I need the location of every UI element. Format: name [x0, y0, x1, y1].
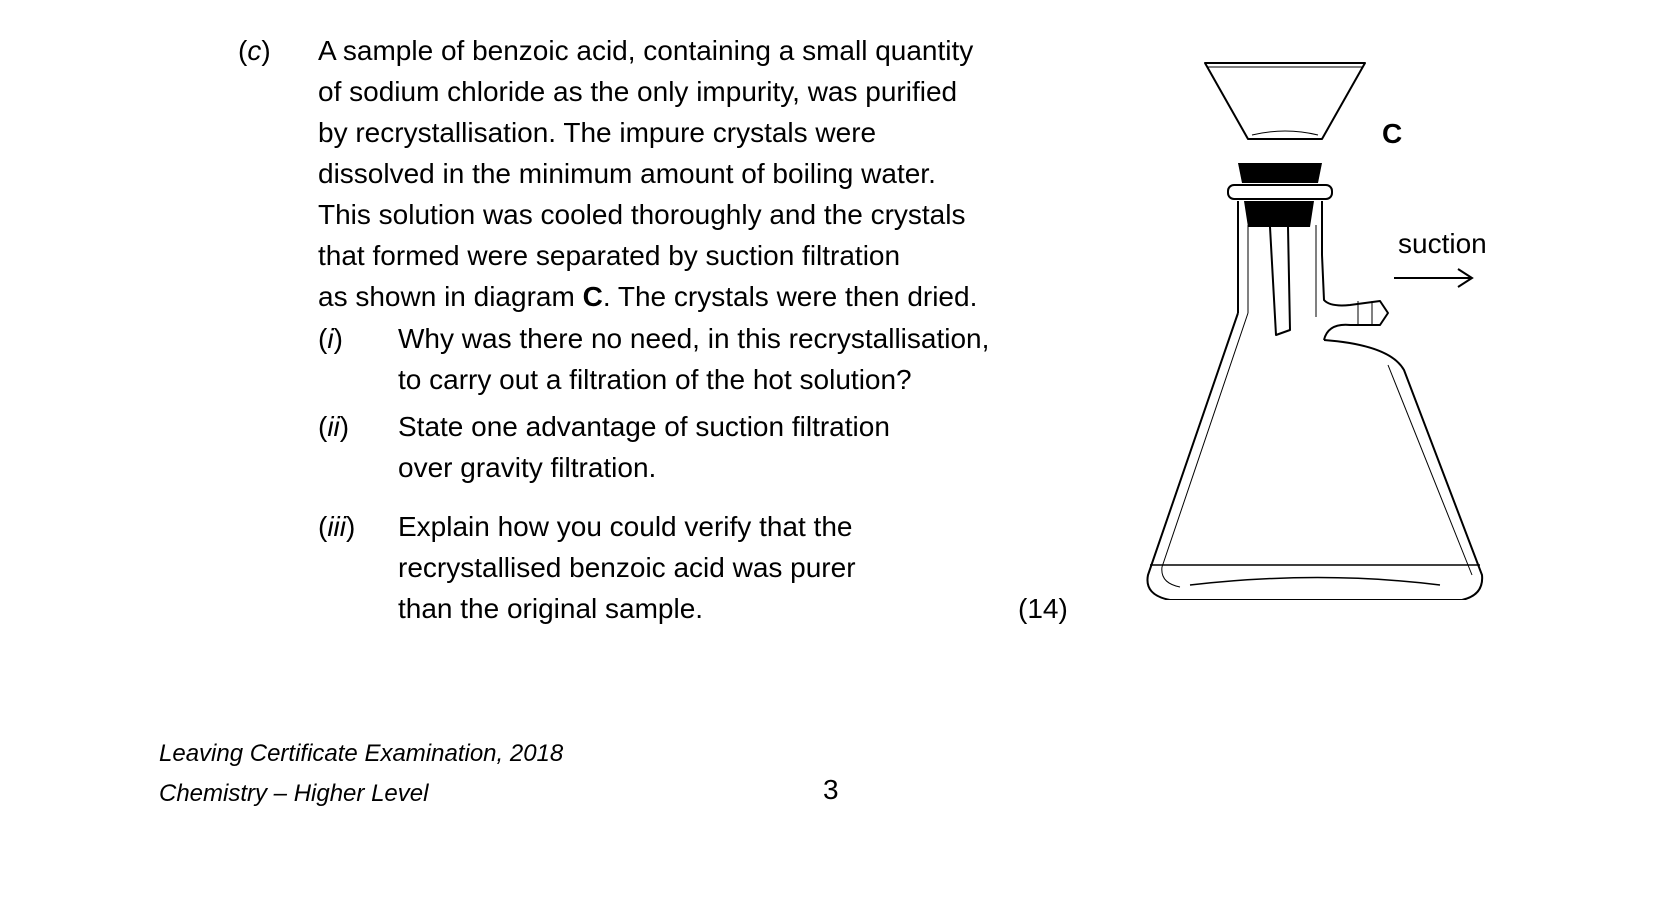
flask-neck-rim [1228, 185, 1332, 199]
stem-line: that formed were separated by suction filtration [318, 240, 901, 271]
stem-line: A sample of benzoic acid, containing a small quantity [318, 35, 974, 66]
part-text: Why was there no need, in this recrystallisation, to carry out a filtration of the hot solution? [398, 323, 990, 395]
stem-line: This solution was cooled thoroughly and the crystals [318, 199, 966, 230]
funnel-cone [1205, 63, 1365, 139]
marks: (14) [1018, 593, 1068, 624]
stem-line: by recrystallisation. The impure crystals were [318, 117, 877, 148]
rubber-bung-upper [1238, 163, 1322, 183]
diagram-reference: C [582, 281, 603, 312]
rubber-bung-lower [1244, 201, 1314, 227]
stem-line: of sodium chloride as the only impurity, was purified [318, 76, 958, 107]
part-text: Explain how you could verify that the recrystallised benzoic acid was purer than the original sample. [398, 511, 856, 624]
page-number: 3 [823, 774, 839, 805]
part-text: State one advantage of suction filtration over gravity filtration. [398, 411, 890, 483]
footer-exam: Leaving Certificate Examination, 2018 [159, 740, 564, 767]
stem-line-last: as shown in diagram C. The crystals were then dried. [318, 281, 978, 312]
funnel-stem [1270, 227, 1290, 335]
part-numeral: (ii) [318, 411, 350, 442]
suction-label: suction [1398, 228, 1487, 259]
diagram-label: C [1382, 118, 1403, 149]
part-numeral: (iii) [318, 511, 356, 542]
buchner-flask-diagram [1140, 55, 1540, 600]
question-label: (c) [238, 35, 271, 66]
question-stem [318, 30, 1078, 317]
stem-line: dissolved in the minimum amount of boiling water. [318, 158, 936, 189]
side-arm [1322, 255, 1388, 340]
footer-subject: Chemistry – Higher Level [159, 780, 429, 807]
part-numeral: (i) [318, 323, 343, 354]
suction-arrow-icon [1392, 263, 1482, 293]
flask-body [1147, 313, 1482, 600]
